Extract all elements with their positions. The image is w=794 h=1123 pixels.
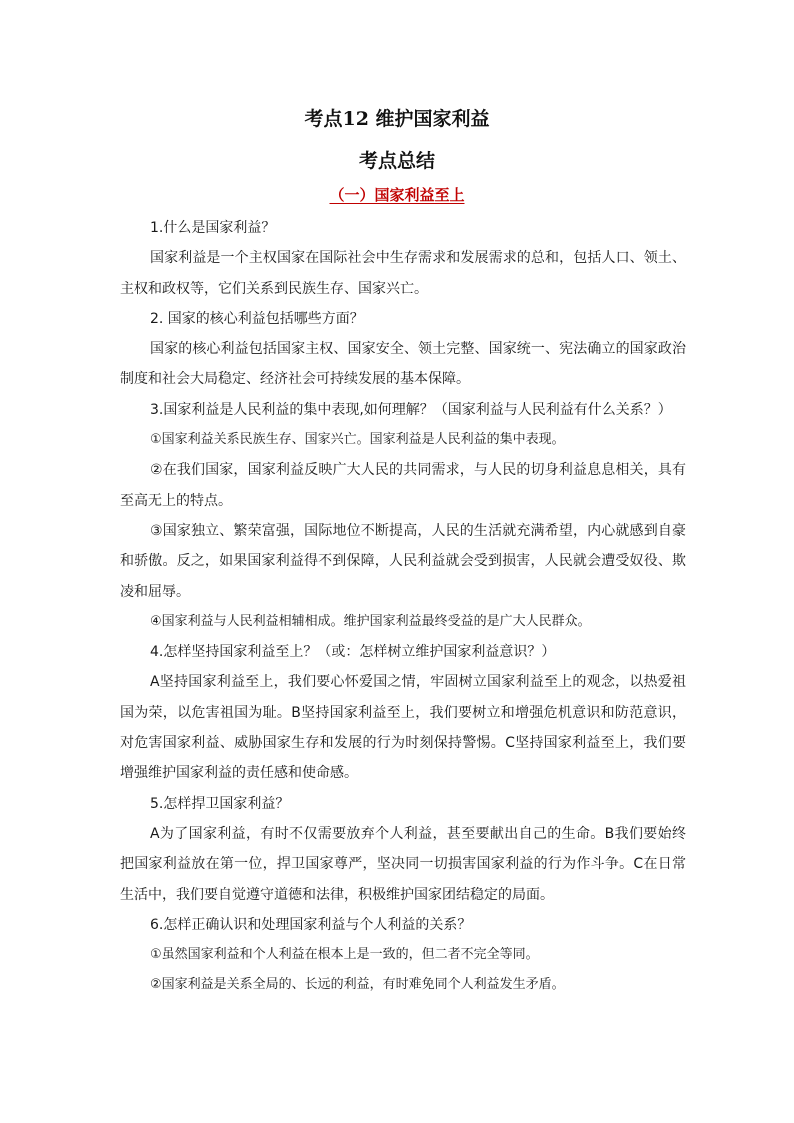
question-5: 5.怎样捍卫国家利益？ <box>150 795 290 812</box>
page-title: 考点12 维护国家利益 <box>304 108 490 130</box>
question-3: 3.国家利益是人民利益的集中表现,如何理解？（国家利益与人民利益有什么关系？） <box>150 401 672 418</box>
answer-6-point-1: ①虽然国家利益和个人利益在根本上是一致的，但二者不完全等同。 <box>150 947 539 963</box>
section-heading-text: （一）国家利益至上 <box>329 186 465 204</box>
question-6: 6.怎样正确认识和处理国家利益与个人利益的关系？ <box>150 916 472 933</box>
answer-3-point-3: ③国家独立、繁荣富强，国际地位不断提高，人民的生活就充满希望，内心就感到自豪和骄傲。反之，如果国家利益得不到保障，人民利益就会受到损害，人民就会遭受奴役、欺凌和屈辱。 <box>120 522 686 600</box>
answer-5: A为了国家利益，有时不仅需要放弃个人利益，甚至要献出自己的生命。B我们要始终把国家利益放在第一位，捍卫国家尊严，坚决同一切损害国家利益的行为作斗争。C在日常生活中，我们要自觉遵守道德和法律，积极维护国家团结稳定的局面。 <box>120 825 686 903</box>
answer-6-point-2: ②国家利益是关系全局的、长远的利益，有时难免同个人利益发生矛盾。 <box>150 977 565 993</box>
section-heading <box>0 184 794 205</box>
answer-4: A坚持国家利益至上，我们要心怀爱国之情，牢固树立国家利益至上的观念，以热爱祖国为荣，以危害祖国为耻。B坚持国家利益至上，我们要树立和增强危机意识和防范意识，对危害国家利益、威胁国家生存和发展的行为时刻保持警惕。C坚持国家利益至上，我们要增强维护国家利益的责任感和使命感。 <box>120 674 686 782</box>
answer-3-point-1: ①国家利益关系民族生存、国家兴亡。国家利益是人民利益的集中表现。 <box>150 432 565 448</box>
question-4: 4.怎样坚持国家利益至上？（或：怎样树立维护国家利益意识？） <box>150 644 556 661</box>
answer-2: 国家的核心利益包括国家主权、国家安全、领土完整、国家统一、宪法确立的国家政治制度和社会大局稳定、经济社会可持续发展的基本保障。 <box>120 341 686 388</box>
page-subtitle: 考点总结 <box>358 150 435 172</box>
answer-3-point-4: ④国家利益与人民利益相辅相成。维护国家利益最终受益的是广大人民群众。 <box>150 613 591 629</box>
answer-1: 国家利益是一个主权国家在国际社会中生存需求和发展需求的总和，包括人口、领土、主权和政权等，它们关系到民族生存、国家兴亡。 <box>120 250 686 297</box>
question-2: 2. 国家的核心利益包括哪些方面？ <box>150 310 364 327</box>
question-1: 1.什么是国家利益？ <box>150 220 276 236</box>
answer-3-point-2: ②在我们国家，国家利益反映广大人民的共同需求，与人民的切身利益息息相关，具有至高无上的特点。 <box>120 462 686 509</box>
document-body <box>120 213 686 1001</box>
